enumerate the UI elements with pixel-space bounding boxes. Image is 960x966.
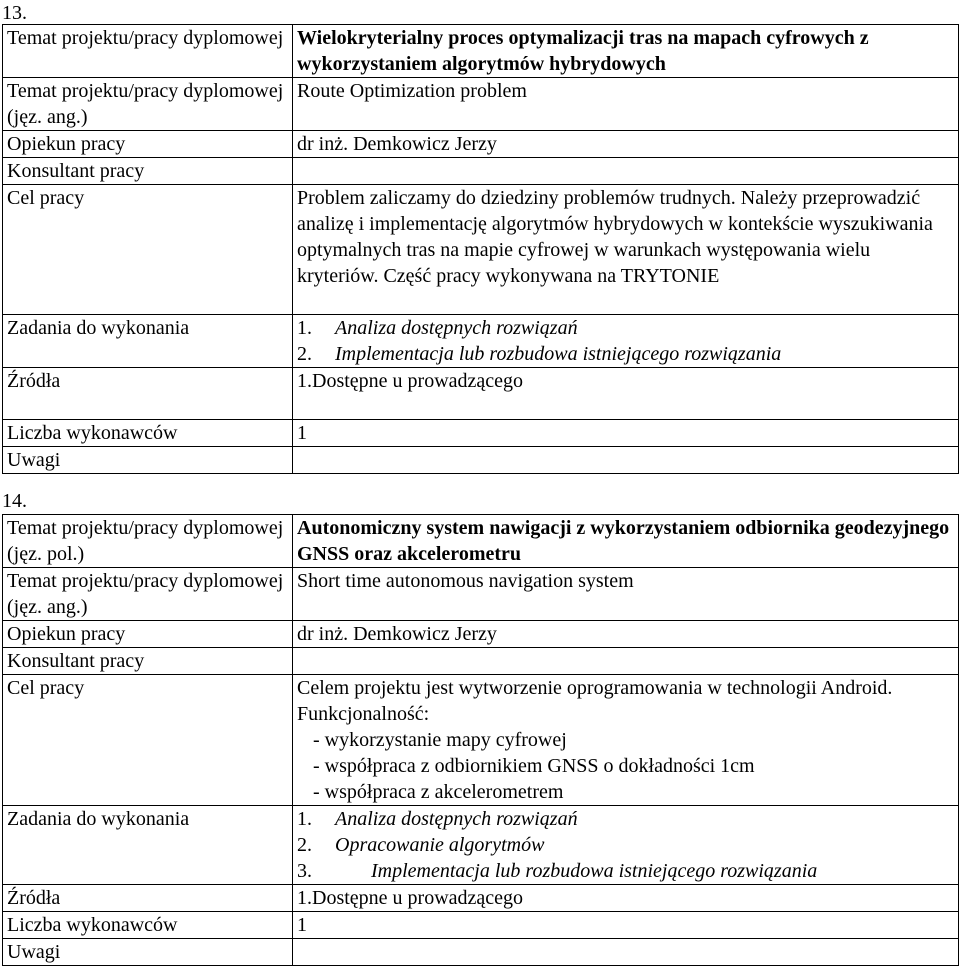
row-supervisor [3,131,959,158]
row-consultant [3,158,959,185]
row-title-en [3,568,959,621]
row-sources [3,368,959,420]
label-consultant: Konsultant pracy [3,158,293,185]
value-goal: Problem zaliczamy do dziedziny problemów trudnych. Należy przeprowadzić analizę i implementację algorytmów hybrydowych w kontekście wyszukiwania optymalnych tras na mapie cyfrowej w warunkach występowania wielu kryteriów. Część pracy wykonywana na TRYTONIE [293,185,959,315]
label-supervisor: Opiekun pracy [3,621,293,648]
project-table-14 [2,514,959,966]
label-supervisor: Opiekun pracy [3,131,293,158]
row-title-en [3,78,959,131]
row-consultant [3,648,959,675]
label-tasks: Zadania do wykonania [3,806,293,885]
value-goal [293,675,959,806]
task-number: 2. [297,834,312,856]
task-text: Implementacja lub rozbudowa istniejącego rozwiązania [371,860,818,882]
section-number: 14. [2,490,27,512]
value-notes [293,447,959,474]
value-supervisor: dr inż. Demkowicz Jerzy [293,131,959,158]
value-title-en: Route Optimization problem [293,78,959,131]
value-tasks [293,806,959,885]
value-count: 1 [293,420,959,447]
label-title-en: Temat projektu/pracy dyplomowej (jęz. ang.) [3,568,293,621]
row-title-pl [3,515,959,568]
task-number: 1. [297,317,312,339]
row-goal [3,675,959,806]
task-number: 1. [297,808,312,830]
task-item [297,341,954,367]
label-notes: Uwagi [3,447,293,474]
row-supervisor [3,621,959,648]
value-notes [293,939,959,966]
row-tasks [3,315,959,368]
value-tasks [293,315,959,368]
task-text: Implementacja lub rozbudowa istniejącego rozwiązania [335,343,782,365]
label-count: Liczba wykonawców [3,420,293,447]
value-title-en: Short time autonomous navigation system [293,568,959,621]
label-notes: Uwagi [3,939,293,966]
row-notes [3,939,959,966]
label-consultant: Konsultant pracy [3,648,293,675]
row-title-pl [3,25,959,78]
goal-intro: Celem projektu jest wytworzenie oprogramowania w technologii Android. Funkcjonalność: [297,677,893,725]
goal-item: - współpraca z odbiornikiem GNSS o dokładności 1cm [313,755,755,777]
label-count: Liczba wykonawców [3,912,293,939]
project-table-13 [2,24,959,474]
label-title-pl: Temat projektu/pracy dyplomowej [3,25,293,78]
label-sources: Źródła [3,885,293,912]
label-tasks: Zadania do wykonania [3,315,293,368]
label-title-en: Temat projektu/pracy dyplomowej (jęz. ang.) [3,78,293,131]
value-consultant [293,158,959,185]
row-sources [3,885,959,912]
value-supervisor: dr inż. Demkowicz Jerzy [293,621,959,648]
row-goal [3,185,959,315]
task-item [297,806,954,832]
value-title-pl: Wielokryterialny proces optymalizacji tras na mapach cyfrowych z wykorzystaniem algorytmów hybrydowych [293,25,959,78]
task-number: 3. [297,860,312,882]
label-goal: Cel pracy [3,675,293,806]
row-count [3,420,959,447]
goal-item: - współpraca z akcelerometrem [313,781,564,803]
value-sources: 1.Dostępne u prowadzącego [293,885,959,912]
task-text: Analiza dostępnych rozwiązań [335,808,578,830]
task-text: Opracowanie algorytmów [335,834,545,856]
label-goal: Cel pracy [3,185,293,315]
goal-item: - wykorzystanie mapy cyfrowej [313,729,567,751]
task-item [297,858,954,884]
value-count: 1 [293,912,959,939]
row-count [3,912,959,939]
task-item [297,832,954,858]
value-title-pl: Autonomiczny system nawigacji z wykorzystaniem odbiornika geodezyjnego GNSS oraz akcelerometru [293,515,959,568]
value-consultant [293,648,959,675]
section-number: 13. [2,2,27,24]
task-item [297,315,954,341]
value-sources: 1.Dostępne u prowadzącego [293,368,959,420]
task-number: 2. [297,343,312,365]
row-notes [3,447,959,474]
row-tasks [3,806,959,885]
label-title-pl: Temat projektu/pracy dyplomowej (jęz. pol.) [3,515,293,568]
label-sources: Źródła [3,368,293,420]
task-text: Analiza dostępnych rozwiązań [335,317,578,339]
